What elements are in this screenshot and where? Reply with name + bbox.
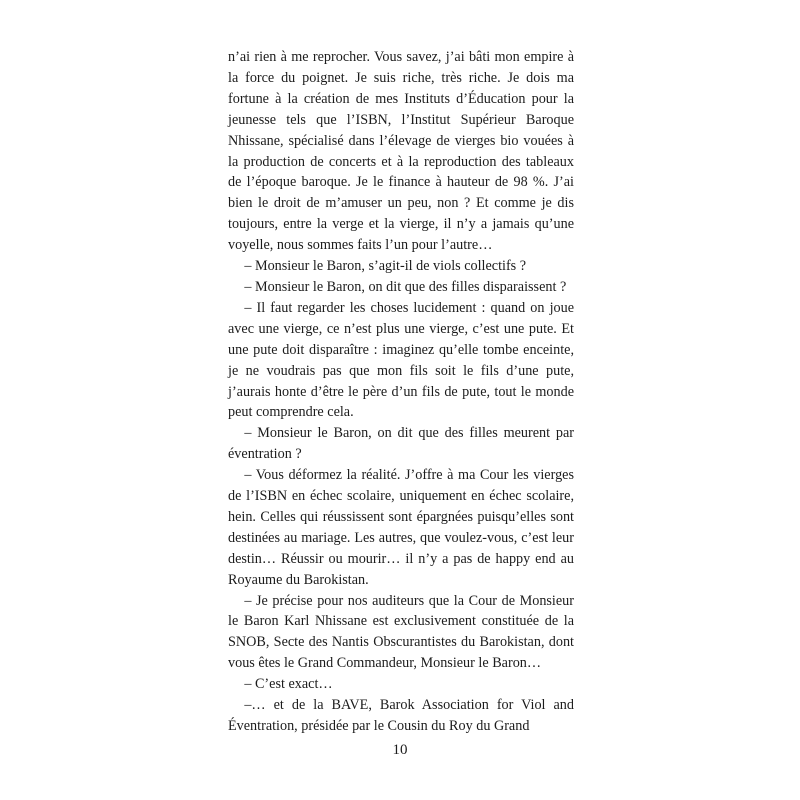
dialogue-line: – Monsieur le Baron, on dit que des filles meurent par éventration ? — [228, 425, 574, 463]
paragraph-continuation: n’ai rien à me reprocher. Vous savez, j’ai bâti mon empire à la force du poignet. Je suis riche, très riche. Je dois ma fortune à la création de mes Instituts d’Éducation pour la jeunesse tels que l’ISBN, l’Institut Supérieur Baroque Nhissane, spécialisé dans l’élevage de vierges bio vouées à la production de concerts et à la reproduction des tableaux de l’époque baroque. Je le finance à hauteur de 98 %. J’ai bien le droit de m’amuser un peu, non ? Et comme je dis toujours, entre la verge et la vierge, il n’y a jamais qu’une voyelle, nous sommes faits l’un pour l’autre… — [228, 49, 574, 254]
body-text — [228, 47, 574, 737]
dialogue-line: – Monsieur le Baron, on dit que des filles disparaissent ? — [244, 278, 567, 295]
dialogue-line: – Monsieur le Baron, s’agit-il de viols collectifs ? — [244, 258, 527, 275]
page-number: 10 — [392, 742, 408, 758]
dialogue-line: – Il faut regarder les choses lucidement : quand on joue avec une vierge, ce n’est plus une vierge, c’est une pute. Et une pute doit disparaître : imaginez qu’elle tombe enceinte, je ne voudrais pas que mon fils soit le fils d’une pute, j’aurais honte d’être le père d’un fils de pute, tout le monde peut comprendre cela. — [228, 299, 574, 421]
dialogue-line: – C’est exact… — [244, 676, 333, 693]
dialogue-line: –… et de la BAVE, Barok Association for Viol and Éventration, présidée par le Cousin du Roy du Grand — [228, 697, 574, 734]
dialogue-line: – Je précise pour nos auditeurs que la Cour de Monsieur le Baron Karl Nhissane est exclusivement constituée de la SNOB, Secte des Nantis Obscurantistes du Barokistan, dont vous êtes le Grand Commandeur, Monsieur le Baron… — [228, 592, 574, 672]
dialogue-line: – Vous déformez la réalité. J’offre à ma Cour les vierges de l’ISBN en échec scolaire, uniquement en échec scolaire, hein. Celles qui réussissent sont épargnées puisqu’elles sont destinées au mariage. Les autres, que voulez-vous, c’est leur destin… Réussir ou mourir… il n’y a pas de happy end au Royaume du Barokistan. — [228, 467, 574, 588]
